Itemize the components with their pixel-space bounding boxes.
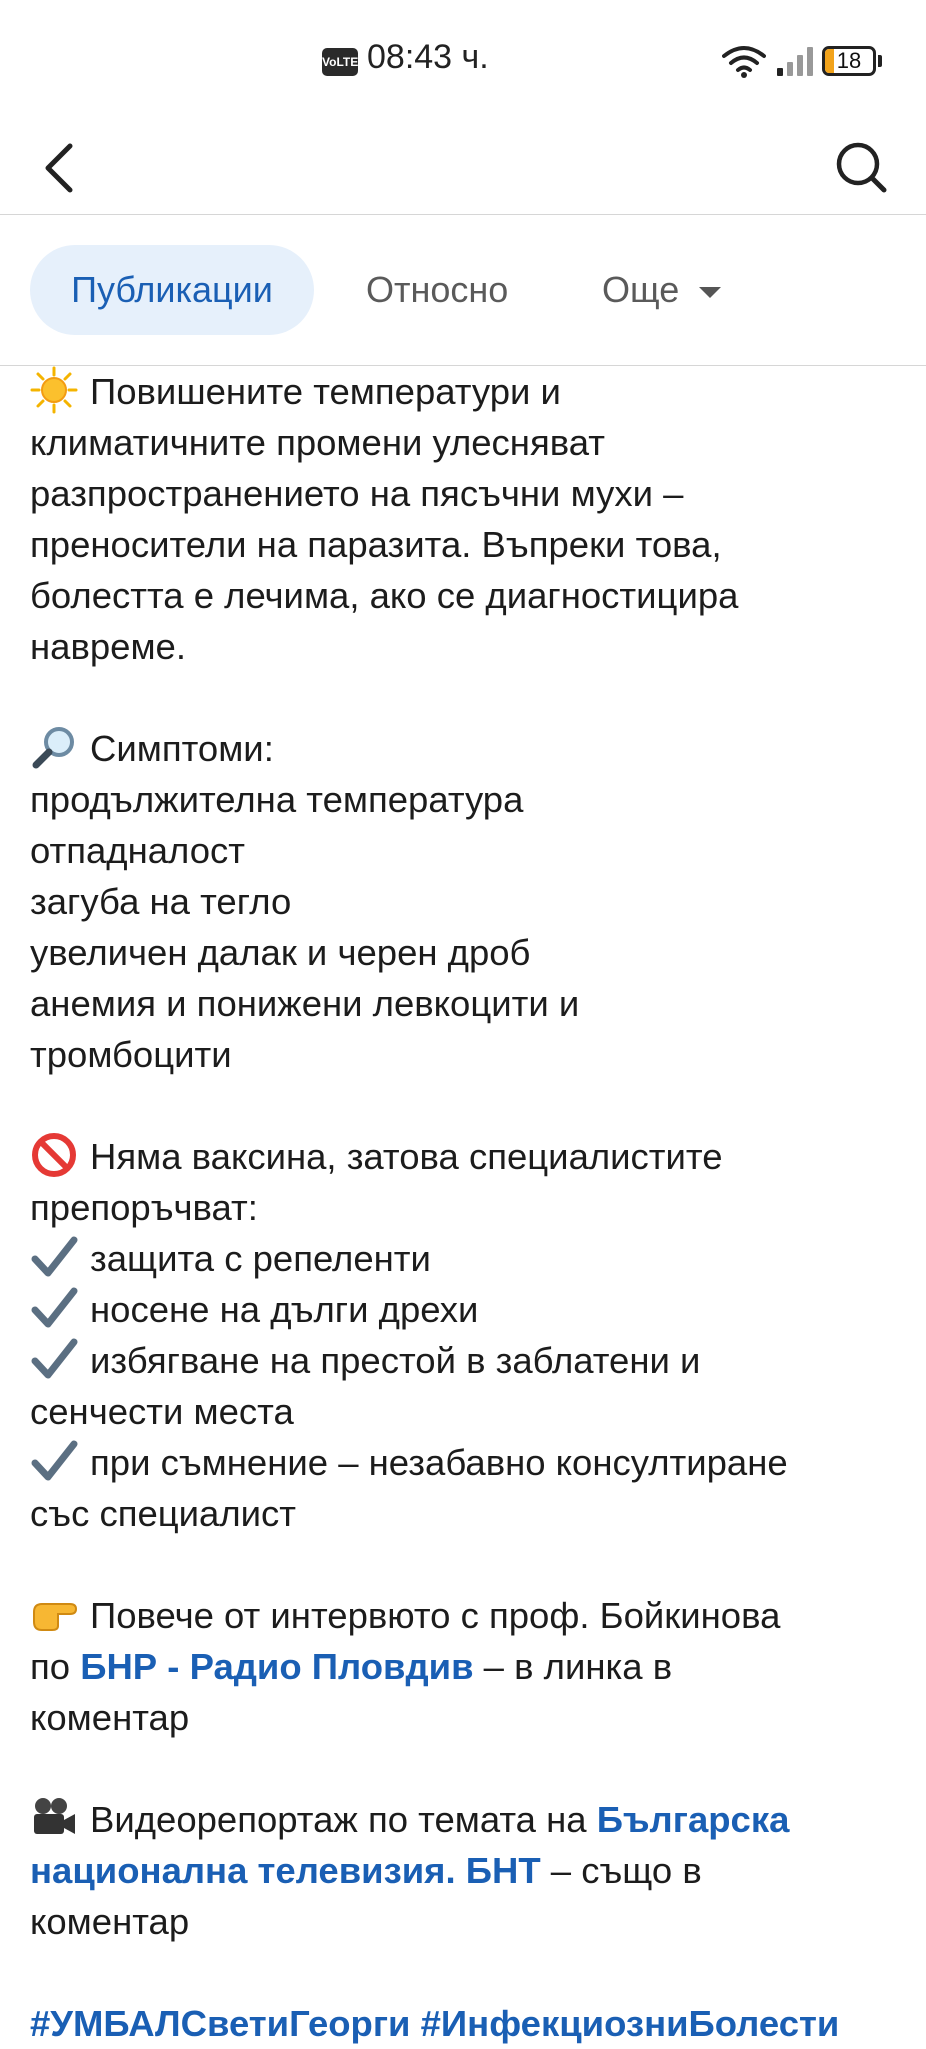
list-item: при съмнение – незабавно консултиране bbox=[30, 1437, 926, 1488]
bnr-radio-plovdiv-link[interactable]: БНР - Радио Пловдив bbox=[80, 1646, 474, 1687]
paragraph-gap bbox=[30, 1947, 926, 1998]
tab-more[interactable] bbox=[602, 245, 721, 335]
list-item: защита с репеленти bbox=[30, 1233, 926, 1284]
status-time: 08:43 ч. bbox=[367, 38, 489, 76]
list-item: продължителна температура bbox=[30, 779, 524, 820]
paragraph-gap bbox=[30, 672, 926, 723]
wifi-icon bbox=[722, 44, 766, 78]
text-line: разпространението на пясъчни мухи – bbox=[30, 473, 684, 514]
back-button[interactable] bbox=[30, 132, 90, 202]
caret-down-icon bbox=[699, 287, 721, 298]
chevron-left-icon bbox=[48, 146, 70, 190]
list-item: загуба на тегло bbox=[30, 881, 292, 922]
magnifier-icon bbox=[30, 723, 78, 771]
battery-icon bbox=[822, 46, 876, 76]
text-line: Повече от интервюто с проф. Бойкинова bbox=[30, 1590, 926, 1641]
signal-icon bbox=[775, 44, 817, 78]
check-icon bbox=[30, 1233, 78, 1281]
list-item: тромбоцити bbox=[30, 1034, 232, 1075]
text-line: препоръчват: bbox=[30, 1187, 258, 1228]
text-line: болестта е лечима, ако се диагностицира bbox=[30, 575, 739, 616]
profile-tabs bbox=[0, 215, 926, 366]
paragraph-gap bbox=[30, 1539, 926, 1590]
volte-icon: VoLTE bbox=[322, 48, 358, 76]
list-item: анемия и понижени левкоцити и bbox=[30, 983, 580, 1024]
check-icon bbox=[30, 1284, 78, 1332]
list-item: със специалист bbox=[30, 1493, 297, 1534]
battery-tip bbox=[878, 55, 882, 67]
bnt-link-cont[interactable]: национална телевизия. БНТ bbox=[30, 1850, 541, 1891]
text-line: национална телевизия. БНТ – също в bbox=[30, 1850, 702, 1891]
pointing-right-icon bbox=[30, 1590, 78, 1638]
text-line: по БНР - Радио Пловдив – в линка в bbox=[30, 1646, 673, 1687]
hashtags[interactable]: #УМБАЛСветиГеорги #ИнфекциозниБолести bbox=[30, 2003, 840, 2044]
search-icon bbox=[839, 145, 884, 190]
text-line: Няма ваксина, затова специалистите bbox=[30, 1131, 926, 1182]
check-icon bbox=[30, 1437, 78, 1485]
paragraph-gap bbox=[30, 1080, 926, 1131]
list-item: носене на дълги дрехи bbox=[30, 1284, 926, 1335]
bnt-link[interactable]: Българска bbox=[596, 1799, 790, 1840]
search-button[interactable] bbox=[826, 132, 896, 202]
list-item: отпадналост bbox=[30, 830, 246, 871]
text-line: Видеорепортаж по темата на Българска bbox=[30, 1794, 926, 1845]
text-line: климатичните промени улесняват bbox=[30, 422, 605, 463]
tab-more-label: Още bbox=[602, 269, 680, 310]
battery-level: 18 bbox=[836, 48, 862, 73]
list-item: увеличен далак и черен дроб bbox=[30, 932, 531, 973]
tab-posts[interactable]: Публикации bbox=[30, 245, 314, 335]
text-line: навреме. bbox=[30, 626, 186, 667]
text-line: Симптоми: bbox=[30, 723, 926, 774]
text-line: коментар bbox=[30, 1901, 190, 1942]
page-header bbox=[0, 120, 926, 215]
sun-icon bbox=[30, 366, 78, 414]
status-bar bbox=[0, 0, 926, 120]
tab-about[interactable]: Относно bbox=[366, 269, 509, 310]
text-line: Повишените температури и bbox=[30, 366, 926, 417]
text-line: коментар bbox=[30, 1697, 190, 1738]
movie-camera-icon bbox=[30, 1794, 78, 1842]
paragraph-gap bbox=[30, 1743, 926, 1794]
list-item: сенчести места bbox=[30, 1391, 294, 1432]
list-item: избягване на престой в заблатени и bbox=[30, 1335, 926, 1386]
check-icon bbox=[30, 1335, 78, 1383]
prohibited-icon bbox=[30, 1131, 78, 1179]
post-text bbox=[30, 366, 926, 2049]
text-line: преносители на паразита. Въпреки това, bbox=[30, 524, 722, 565]
